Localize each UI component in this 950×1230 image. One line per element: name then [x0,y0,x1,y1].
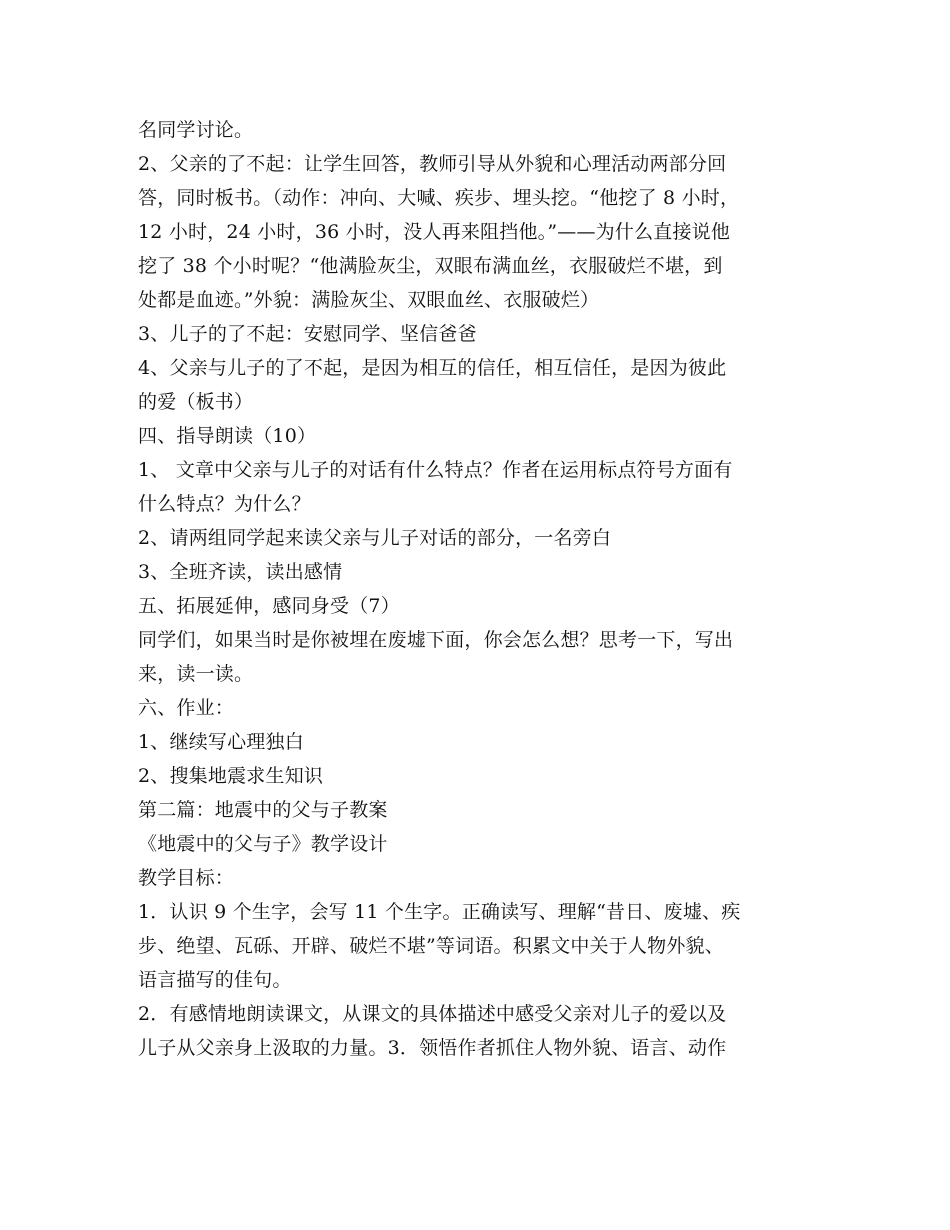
text-line: 挖了 38 个小时呢？“他满脸灰尘，双眼布满血丝，衣服破烂不堪，到 [138,255,723,277]
text-line: 来，读一读。 [138,663,254,685]
text-line: 语言描写的佳句。 [138,969,292,991]
text-line: 3、全班齐读，读出感情 [138,561,343,583]
text-line: 2、父亲的了不起：让学生回答，教师引导从外貌和心理活动两部分回 [138,153,727,175]
text-line: 2．有感情地朗读课文，从课文的具体描述中感受父亲对儿子的爱以及 [138,1003,727,1025]
text-line: 1．认识 9 个生字，会写 11 个生字。正确读写、理解“昔日、废墟、疾 [138,901,741,923]
section-heading: 教学目标： [138,867,235,889]
document-title: 《地震中的父与子》教学设计 [138,833,388,855]
text-line: 12 小时，24 小时，36 小时，没人再来阻挡他。”——为什么直接说他 [138,221,731,243]
text-line: 2、搜集地震求生知识 [138,765,324,787]
text-line: 什么特点？为什么？ [138,493,311,515]
section-heading: 四、指导朗读（10） [138,425,317,447]
text-line: 4、父亲与儿子的了不起，是因为相互的信任，相互信任，是因为彼此 [138,357,727,379]
chapter-heading: 第二篇：地震中的父与子教案 [138,799,388,821]
text-line: 1、继续写心理独白 [138,731,304,753]
text-line: 1、 文章中父亲与儿子的对话有什么特点？作者在运用标点符号方面有 [138,459,733,481]
text-line: 步、绝望、瓦砾、开辟、破烂不堪”等词语。积累文中关于人物外貌、 [138,935,724,957]
text-line: 答，同时板书。（动作：冲向、大喊、疾步、埋头挖。“他挖了 8 小时， [138,187,740,209]
document-body [138,113,828,1065]
text-line: 2、请两组同学起来读父亲与儿子对话的部分，一名旁白 [138,527,612,549]
text-line: 3、儿子的了不起：安慰同学、坚信爸爸 [138,323,477,345]
section-heading: 五、拓展延伸，感同身受（7） [138,595,400,617]
section-heading: 六、作业： [138,697,235,719]
text-line: 处都是血迹。”外貌：满脸灰尘、双眼血丝、衣服破烂） [138,289,600,311]
text-line: 儿子从父亲身上汲取的力量。3．领悟作者抓住人物外貌、语言、动作 [138,1037,727,1059]
text-line: 同学们，如果当时是你被埋在废墟下面，你会怎么想？思考一下，写出 [138,629,734,651]
text-line: 的爱（板书） [138,391,254,413]
text-line: 名同学讨论。 [138,119,254,141]
